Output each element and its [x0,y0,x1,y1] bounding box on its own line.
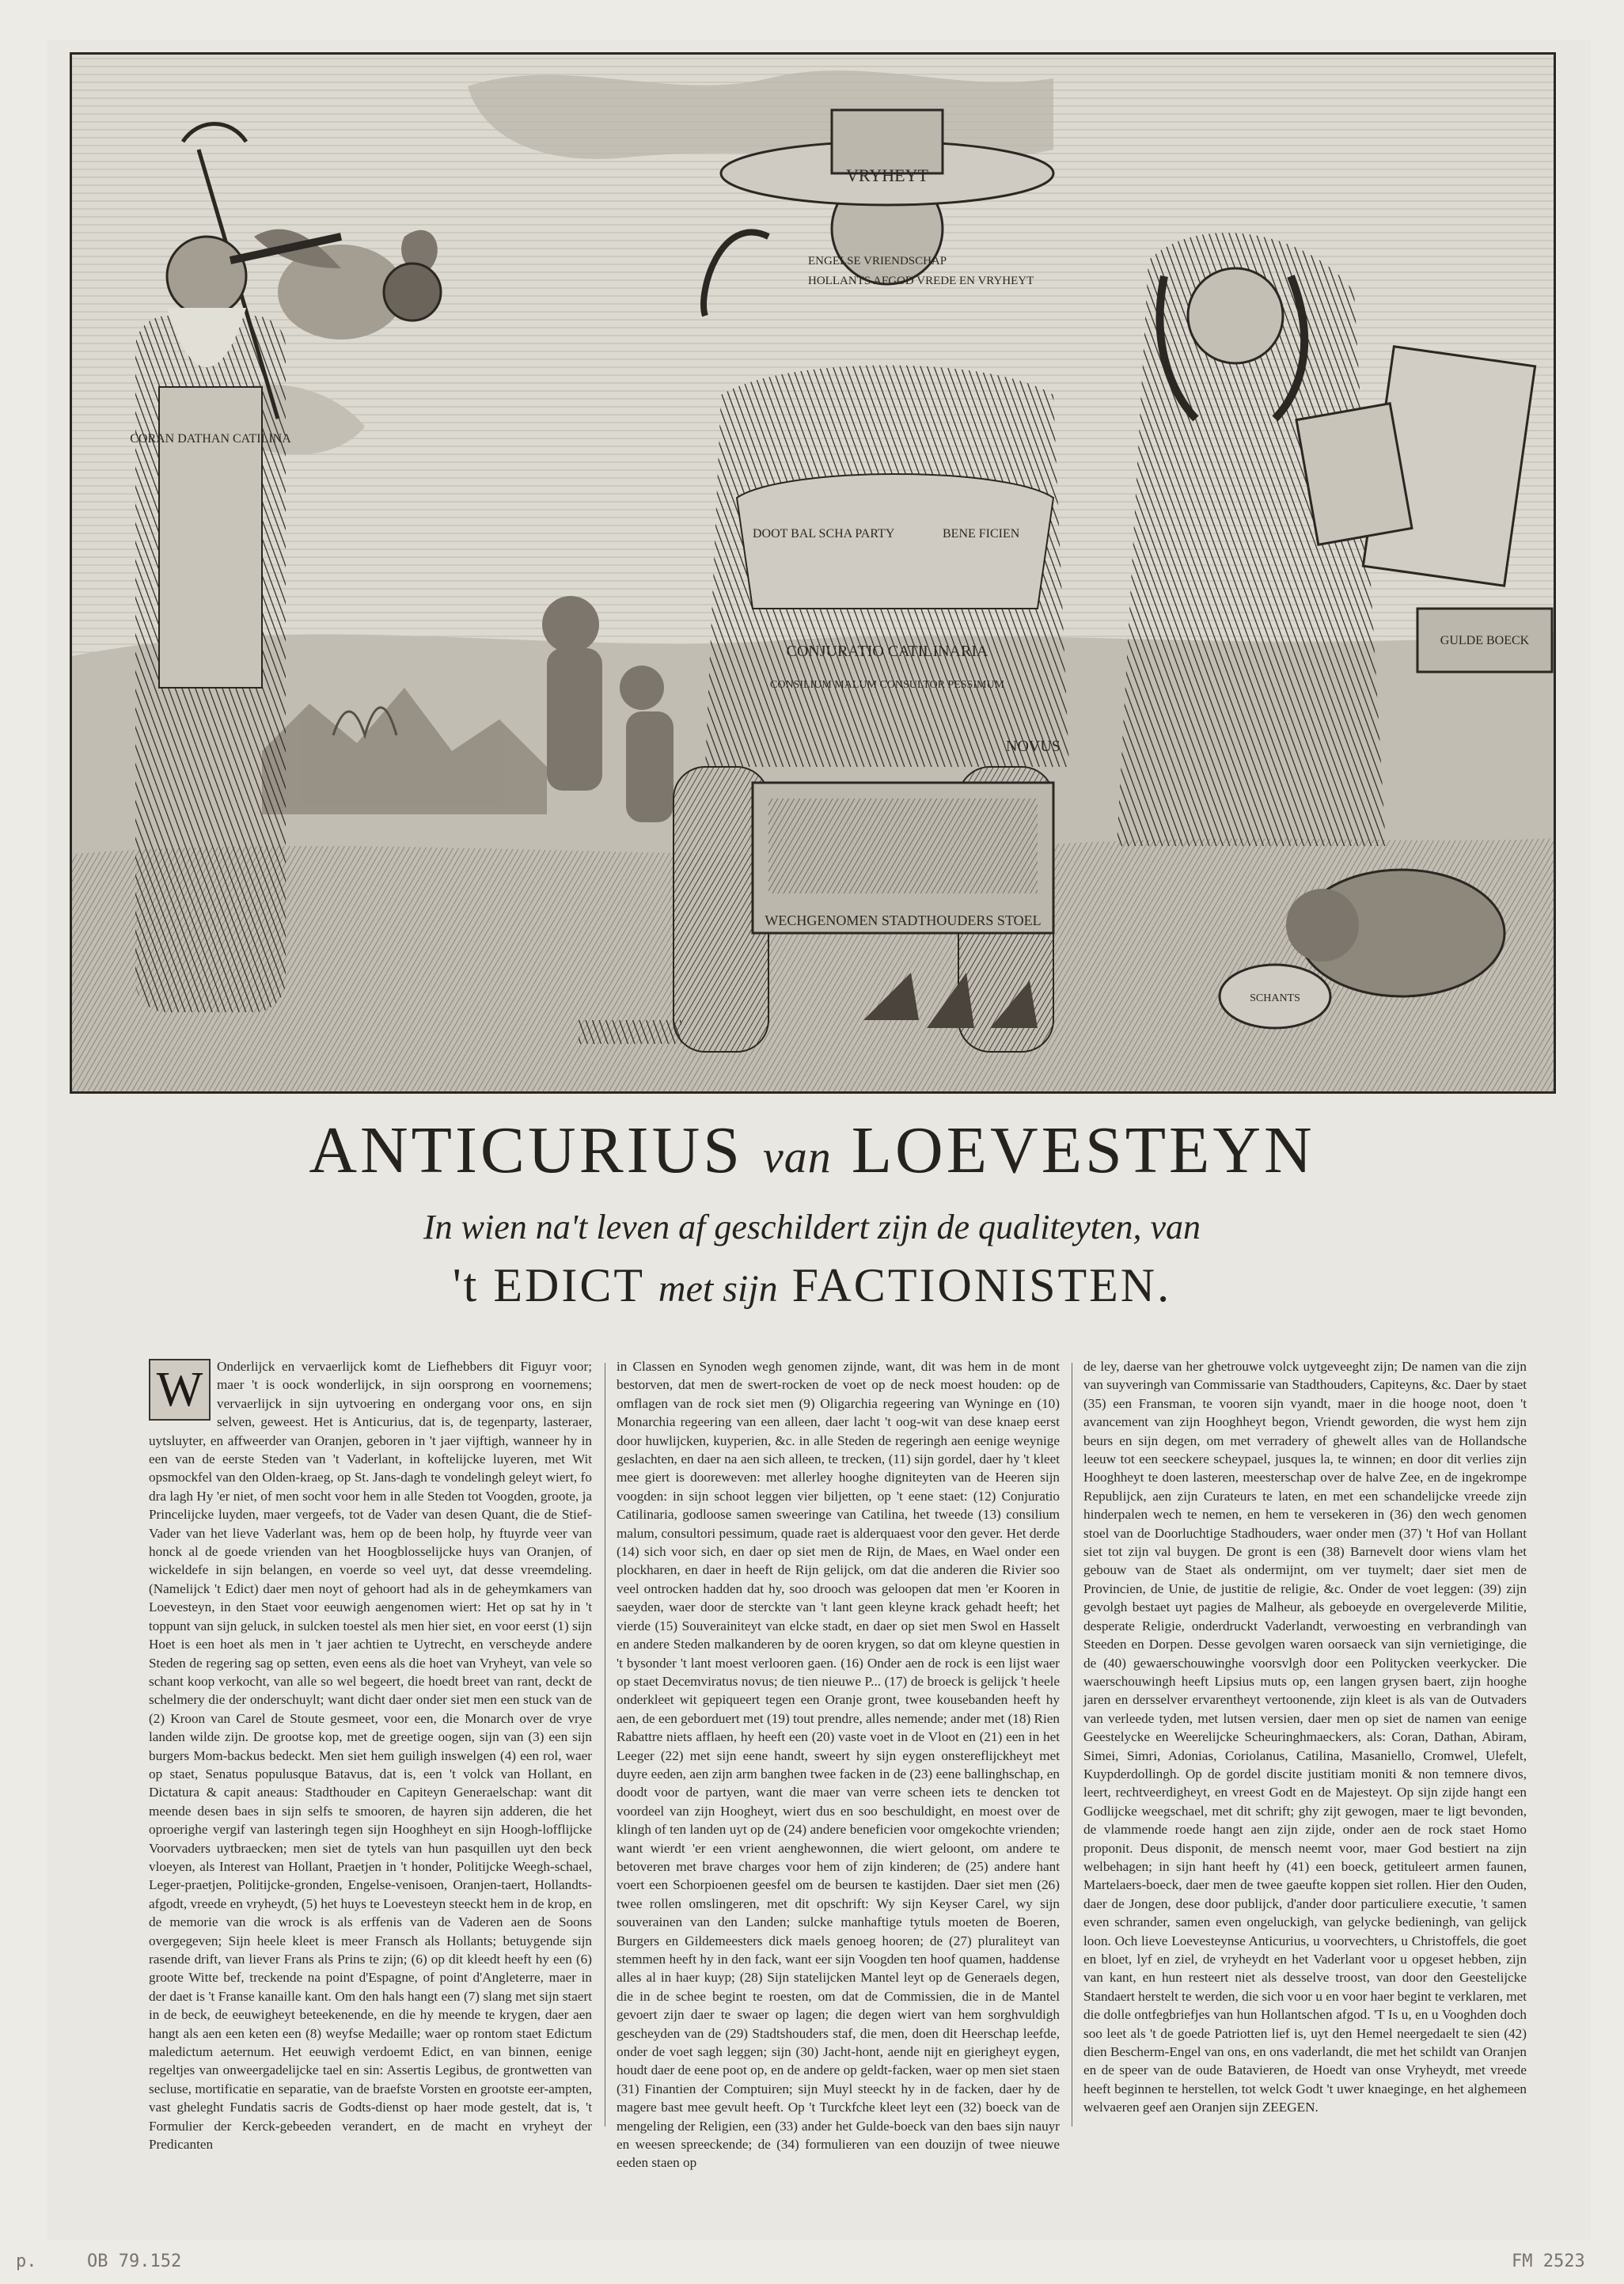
third-line [0,1258,1624,1313]
engraving-plate [70,52,1556,1094]
scroll-left-label: ENGELSE VRIENDSCHAP [808,255,947,267]
stadtholder-chair [753,783,1053,933]
column-1-text: Onderlijck en vervaerlijck komt de Liefhebbers dit Figuyr voor; maer 't is oock wonderlijck, in sijn oorsprong en voornemens; vervaerlijck in sijn uytvoering en ondergang voor ons, en sijn selven, geweest. Het is Anticurius, dat is, de tegenparty, lasteraer, uytsluyter, en affweerder van Oranjen, geboren in 't jaer vijftigh, wanneer hy in een van de eerste Steden van 't Vaderlant, in koftelijcke luyeren, met Wit opsmockfel van den Olden-kraeg, op St. Jans-dagh te vondelingh geleyt wiert, fo dra lagh Hy 'er niet, of men socht voor hem in alle Steden tot Voogden, groote, ja Princelijcke luyden, maer vergeefs, tot de Vader van desen Quant, die de Stief-Vader van het lieve Vaderlant was, hem op de been holp, hy ftuyrde veer van honck al de goede vrienden van het Hoogblosselijcke huys van Oranjen, of wickeldefe in sijn belangen, en voerde so veel uyt, dat desse vreemdeling. (Namelijck 't Edict) daer men noyt of gehoort had als in de geheymkamers van Loevesteyn, in den Staet voor eeuwigh aengenomen wiert: Het op sat hy in 't toppunt van sijn geluck, in sulcken toestel als men hier siet, en voor eerst (1) sijn Hoet is een hoet als men in 't jaer achtien te Uytrecht, en verscheyde andere Steden de regering sag op setten, even eens als die hoet van Vryheyt, van vele so schant koop verkocht, van alle so wel begeert, die hoedt breet van rant, deckt de schelmery die der onderschuylt; want dicht daer onder siet men een stuck van de (2) Kroon van Carel de Stoute gesmeet, voor een, die Monarch over de vrye landen wilde zijn. De grootse kop, met de greetige oogen, sijn van (3) een sijn burgers Mom-backus bedeckt. Men siet hem guiligh inswelgen (4) een rol, waer op staet, Senatus populusque Batavus, dat is, een 't volck van Hollant, en Dictatura & capit aneaus: Stadthouder en Capiteyn Generaelschap: want dit meende desen baes in sijn selfs te smooren, de hayren sijn adderen, die het oproerighe vergif van lasteringh tegen sijn Hooghheyt en sijn Hoogh-lofflijcke Voorvaders uytbraecken; men siet de tytels van hun pasquillen uyt den beck vloeyen, als Interest van Hollant, Praetjen in 't honder, Politijcke Weegh-schael, Leger-praetjen, Politijcke-gronden, Engelse-venisoen, Oranjen-taert, Hollandts-afgodt, vreede en vryheydt, (5) het huys te Loevesteyn steeckt hem in de krop, en de memorie van die wrock is als erffenis van de Vaderen aen de Soons overgegeven; Sijn heele kleet is meer Fransch als Hollants; betuygende sijn rasende drift, van liever Frans als Prins te zijn; (6) op dit kleedt heeft hy een (6) groote Witte bef, treckende na point d'Espagne, of point d'Angleterre, maer in der daet is 't Franse kanaille kant. Om den hals hangt een (7) slang met sijn staert in de beck, de eeuwigheyt beteekenende, en die hy meende te krygen, daer aen hangt als aen een keten een (8) weyfse Medaille; waer op rontom staet Edictum maledictum aeternum. Het eeuwigh verdoemt Edict, en van binnen, eenige regeltjes van onweergadelijcke tael en sin: Assertis Legibus, de grontwetten van secluse, mortificatie en separatie, van de braefste Vorsten en grootste eer-ampten, vast gheleght Fundatis sacris de Godts-dienst op haer mode gestelt, dat is, 't Formulier der Kerck-gebeeden verandert, en de macht en vryheyt der Predicanten [149,1359,592,2153]
column-2-text: in Classen en Synoden wegh genomen zijnde, want, dit was hem in de mont bestorven, dat men de swert-rocken de voet op de neck moest houden: op de omflagen van de rock siet men (9) Oligarchia regeering van Wyninge en (10) Monarchia regeering van een alleen, daer lacht 't oog-wit van dese knaep eerst door huwlijcken, kuyperien, &c. in alle Steden de regeringh aen eenige weynige geslachten, en daer na aen sich alleen, te trecken, (11) sijn gordel, daer hy 't kleet mee giert is dooreweven: met allerley hooghe digniteyten van de Heeren sijn voogden: in sijn schoot leggen vier biljetten, op 't eene staet: (12) Conjuratio Catilinaria, godloose samen sweeringe van Catilina, het tweede (13) consilium malum, consultori pessimum, quade raet is alderquaest voor den gever. Het derde (14) sich voor sich, en daer op siet men de Rijn, de Maes, en Wael onder een plockharen, en daer in heeft de Rijn gelijck, om dat die anderen die Rivier soo veel ontrocken hadden dat hy, soo drooch was geloopen dat men 'er Kooren in saeyden, waer door de sterckte van 't lant geen kleyne krack gehadt heeft; het vierde (15) Souverainiteyt van elcke stadt, en daer op siet men Swol en Hasselt en andere Steden malkanderen by de ooren krygen, so dat om kleyne questien in 't bysonder 't lant moest verlooren gaen. (16) Onder aen de rock is een lijst waer op staet Decemviratus novus; de tien nieuwe P... (17) de broeck is gelijck 't heele onderkleet wit gepiqueert tegen een Oranje gront, twee kousebanden heeft hy aen, de een geborduert met (19) tout prendre, alles nemende; ander met (18) Rien Rabattre niets afflaen, hy heeft een (20) vaste voet in de Vloot en (21) een in het Leeger (22) met sijn eene handt, sweert hy sijn eygen onstereflijckheyt met duyre eeden, aen zijn arm banghen twee facken in de (23) eene ballinghschap, en doodt voor de partyen, want die maer van verre scheen iets te dencken tot voordeel van zijn Hoogheyt, wiert dus en soo beschuldight, en moest over de klingh of ten landen uyt op de (24) andere beneficien voor omgekochte vrienden; want wierdt 'er een vrient aenghewonnen, die wiert geloont, om andere te betoveren met brave charges voor hem of zijn kinderen; de (25) andere hant voert een Schorpioenen geesfel om de beursen te kastijden. Daer siet men (26) twee rollen omslingeren, met dit opschrift: Wy sijn Keyser Carel, wy sijn souverainen van den Landen; sulcke manhaftige tytuls moeten de Boeren, Burgers en Gildemeesters dick maels genoeg hooren; de (27) pluraliteyt van stemmen heeft hy in den fack, want eer sijn Voogden ten hoof quamen, haddense alles al in haer kuyp; (28) Sijn statelijcken Mantel leyt op de Generaels degen, die in de schee begint te roesten, om dat de Commissien, die in de Mantel gevoert zijn daer te swaer op lagen; die degen wiert van hem sorghvuldigh gescheyden van de (29) Stadtshouders staf, die men, doen dit Heerschap leefde, onder de voet sagh leggen; sijn (30) Jacht-hont, aende nijt en gierigheyt eygen, houdt daer de eene poot op, en de andere op geldt-facken, waer op men siet staen (31) Finantien der Comptuiren; sijn Muyl steeckt hy in de facken, daer hy de magere bast mee gevult heeft. Op 't Turckfche kleet leyt een (32) boeck van de mengeling der Religien, een (33) ander het Gulde-boeck van den baes sijn nauyr en weesen spreeckende; de (34) formulieren van een douzijn of twee nieuwe eeden staen op [617,1359,1060,2171]
title-loevesteyn: LOEVESTEYN [851,1114,1315,1187]
edict-label: 't EDICT [452,1259,644,1311]
margin-note-left: p. [16,2252,37,2271]
chest-right-label: BENE FICIEN [943,527,1020,541]
old-man-labels: CORAN DATHAN CATILINA [130,432,291,446]
margin-number-right: FM 2523 [1512,2252,1585,2271]
text-column-2 [617,1357,1060,2171]
consilium-label: CONSILIUM MALUM CONSULTOR PESSIMUM [770,679,1004,691]
novus-label: NOVUS [1006,738,1061,755]
factionisten-label: FACTIONISTEN. [791,1259,1172,1311]
drop-cap: W [149,1359,211,1421]
chair-label: WECHGENOMEN STADTHOUDERS STOEL [765,912,1042,928]
sack-label: SCHANTS [1250,992,1300,1004]
engraving-illustration [72,55,1554,1091]
subtitle: In wien na't leven af geschildert zijn de qualiteyten, van [423,1208,1201,1246]
text-column-3 [1083,1357,1527,2149]
title-van: van [763,1131,832,1182]
main-title [0,1112,1624,1189]
scroll-band-label: HOLLANTS AFGOD VREDE EN VRYHEYT [808,275,1034,287]
belt-label: CONJURATIO CATILINARIA [786,643,988,660]
book-label: GULDE BOECK [1440,634,1530,647]
text-column-1 [149,1357,592,2153]
hat-band-label: VRYHEYT [846,165,928,185]
margin-number-left: OB 79.152 [87,2252,182,2271]
title-anticurius: ANTICURIUS [309,1114,743,1187]
chest-left-label: DOOT BAL SCHA PARTY [753,527,895,541]
column-3-text: de ley, daerse van her ghetrouwe volck uytgeveeght zijn; De namen van die zijn van suyveringh van Commissarie van Stadthouders, Capiteyns, &c. Daer by staet (35) een Fransman, te vooren sijn vyandt, maer in die hooge noot, doen 't avancement van zijn Hooghheyt begon, Vriendt geworden, die wyst hem zijn beurs en sijn degen, om met verradery of ghewelt alles van de Hollandsche leeuw tot een seeckere scheypael, jusques la, te winnen; en door dit verlies zijn Hooghheyt te doen lasteren, meesterschap over de halve Zee, en de ingekrompe Republijck, aen zijn Curateurs te laten, en met een schandelijcke vreede zijn hinderpalen wech te nemen, en hem te versekeren in (36) den wech genomen stoel van de Doorluchtige Stadhouders, waer onder men (37) 't Hof van Hollant siet tot zijn val buygen. De gront is een (38) Barnevelt door wiens vlam het gebouw van de Staet als ondermijnt, om ver tuymelt; daer siet men de Provincien, de Unie, de justitie de religie, &c. Onder de voet leggen: (39) zijn gevolgh bestaet uyt pagies de Malheur, als geboeyde en overgeleverde Militie, desperate Religie, onderdruckt Vaderlandt, verwoesting en verbrandingh van Steeden en Dorpen. Desse gevolgen waren oorsaeck van sijn vernietiginge, die de (40) gewaerschouwinghe voorsvlgh door een Politycken veerkycker. Die waerschouwingh heeft Lipsius muts op, een langen grysen baert, zijn hooghe jaren en dersselver ervarentheyt vertoonende, zijn kleet is als van de Outvaders van verleede tyden, met lutsen versien, daer men op siet de namen van eenige Geestelycke en Weerelijcke Scheuringhmaeckers, als: Coran, Dathan, Abiram, Simei, Simri, Adonias, Coriolanus, Catilina, Masaniello, Cromwel, Ulefelt, Kuypderdollingh. Op de gordel discite justitiam moniti & non temnere divos, leert, rechtveerdigheyt, en vreest Godt en de Majesteyt. Op sijn zijde hangt een Godlijcke weegschael, met dit schrift; ghy zijt gewogen, maer te ligt bevonden, de vlammende roede hangt aen zijn zijde, onder aen de rock staet Homo proponit. Deus disponit, de mensch neemt voor, maer God bestiert na zijn welbehagen; in sijn hant heeft hy (41) een boeck, getituleert armen faunen, Martelaers-boeck, daer men de twee gaeufte koppen siet rollen. Hier den Ouden, daer de Jongen, dese door publijck, d'ander door particuliere executie, 't samen even schrander, samen even ongeluckigh, van gelycke bedieningh, van gelijck loon. Och lieve Loevesteynse Anticurius, u voorvechters, u Christoffels, die goet en bloet, lyf en ziel, de vryheydt en het Vaderlant voor u opgeset hebben, zijn van kant, en hun resteert niet als desselve troost, van door den Geestelijcke Standaert herstelt te werden, die sich voor u en voor haer begint te verklaren, met die dolle ontfegbriefjes van hun Hollantschen afgod. 'T Is u, en u Vooghden doch soo leet als 't de goede Patriotten lief is, uyt den Hemel neergedaelt te sien (42) dien Bescherm-Engel van ons, en ons vaderlandt, die met het schildt van Oranjen en de speer van de oude Batavieren, de Hoedt van onse Vryheydt, met vreede heeft beginnen te herstellen, tot welck Godt 't uwer knaeginge, en het alghemeen welvaeren geef aen Oranjen sijn ZEEGEN. [1083,1359,1527,2115]
met-sijn-label: met sijn [658,1268,778,1310]
